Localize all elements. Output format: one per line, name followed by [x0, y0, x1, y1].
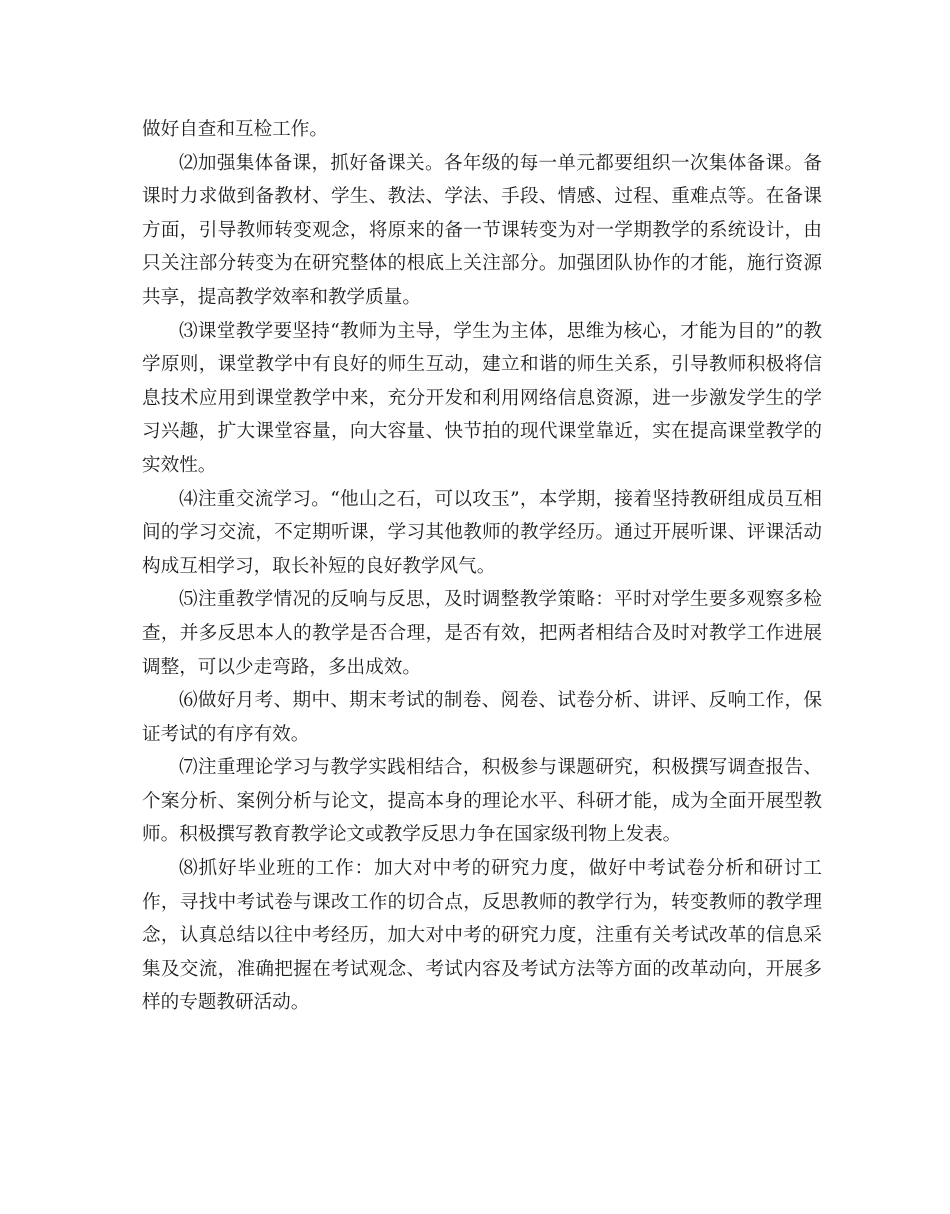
paragraph-item-6: ⑹做好月考、期中、期末考试的制卷、阅卷、试卷分析、讲评、反响工作，保证考试的有序有效。: [142, 690, 822, 745]
paragraph-item-5: ⑸注重教学情况的反响与反思，及时调整教学策略：平时对学生要多观察多检查，并多反思本人的教学是否合理，是否有效，把两者相结合及时对教学工作进展调整，可以少走弯路，多出成效。: [142, 589, 822, 678]
paragraph-item-2: ⑵加强集体备课，抓好备课关。各年级的每一单元都要组织一次集体备课。备课时力求做到备教材、学生、教法、学法、手段、情感、过程、重难点等。在备课方面，引导教师转变观念，将原来的备一节课转变为对一学期教学的系统设计，由只关注部分转变为在研究整体的根底上关注部分。加强团队协作的才能，施行资源共享，提高教学效率和教学质量。: [142, 152, 822, 308]
paragraph-item-8: ⑻抓好毕业班的工作：加大对中考的研究力度，做好中考试卷分析和研讨工作，寻找中考试卷与课改工作的切合点，反思教师的教学行为，转变教师的教学理念，认真总结以往中考经历，加大对中考的研究力度，注重有关考试改革的信息采集及交流，准确把握在考试观念、考试内容及考试方法等方面的改革动向，开展多样的专题教研活动。: [142, 858, 822, 1014]
document-body: [142, 113, 822, 1020]
paragraph-item-7: ⑺注重理论学习与教学实践相结合，积极参与课题研究，积极撰写调查报告、个案分析、案例分析与论文，提高本身的理论水平、科研才能，成为全面开展型教师。积极撰写教育教学论文或教学反思力争在国家级刊物上发表。: [142, 757, 822, 846]
paragraph-item-4: ⑷注重交流学习。“他山之石，可以攻玉”，本学期，接着坚持教研组成员互相间的学习交流，不定期听课，学习其他教师的教学经历。通过开展听课、评课活动构成互相学习，取长补短的良好教学风气。: [142, 488, 822, 577]
paragraph-continuation: 做好自查和互检工作。: [142, 119, 328, 140]
paragraph-item-3: ⑶课堂教学要坚持“教师为主导，学生为主体，思维为核心，才能为目的”的教学原则，课堂教学中有良好的师生互动，建立和谐的师生关系，引导教师积极将信息技术应用到课堂教学中来，充分开发和利用网络信息资源，进一步激发学生的学习兴趣，扩大课堂容量，向大容量、快节拍的现代课堂靠近，实在提高课堂教学的实效性。: [142, 320, 822, 476]
